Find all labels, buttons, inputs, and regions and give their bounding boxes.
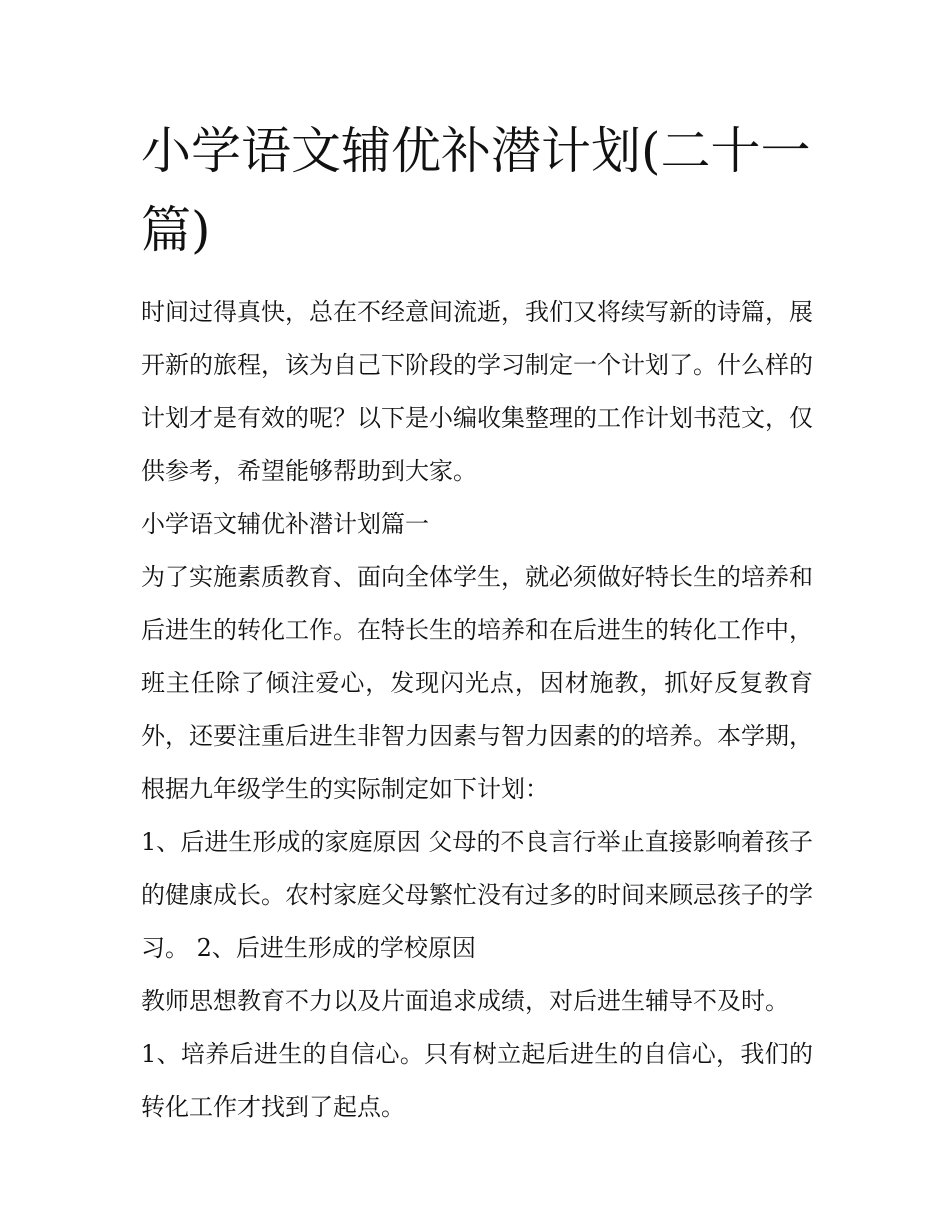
body-paragraph: 1、后进生形成的家庭原因 父母的不良言行举止直接影响着孩子的健康成长。农村家庭父母繁忙没有过多的时间来顾忌孩子的学习。 2、后进生形成的学校原因: [141, 828, 813, 962]
body-paragraph: 为了实施素质教育、面向全体学生，就必须做好特长生的培养和后进生的转化工作。在特长生的培养和在后进生的转化工作中，班主任除了倾注爱心，发现闪光点，因材施教，抓好反复教育外，还要注重后进生非智力因素与智力因素的的培养。本学期，根据九年级学生的实际制定如下计划：: [141, 563, 813, 803]
intro-paragraph: 时间过得真快，总在不经意间流逝，我们又将续写新的诗篇，展开新的旅程，该为自己下阶段的学习制定一个计划了。什么样的计划才是有效的呢？以下是小编收集整理的工作计划书范文，仅供参考，希望能够帮助到大家。: [141, 298, 813, 485]
body-paragraph: 教师思想教育不力以及片面追求成绩，对后进生辅导不及时。: [141, 987, 789, 1015]
section-heading: 小学语文辅优补潜计划篇一: [141, 510, 429, 538]
document-content: [141, 112, 813, 1134]
document-body: [141, 286, 813, 1134]
document-title: 小学语文辅优补潜计划(二十一篇): [141, 122, 811, 259]
body-paragraph: 1、培养后进生的自信心。只有树立起后进生的自信心，我们的转化工作才找到了起点。: [141, 1040, 813, 1121]
